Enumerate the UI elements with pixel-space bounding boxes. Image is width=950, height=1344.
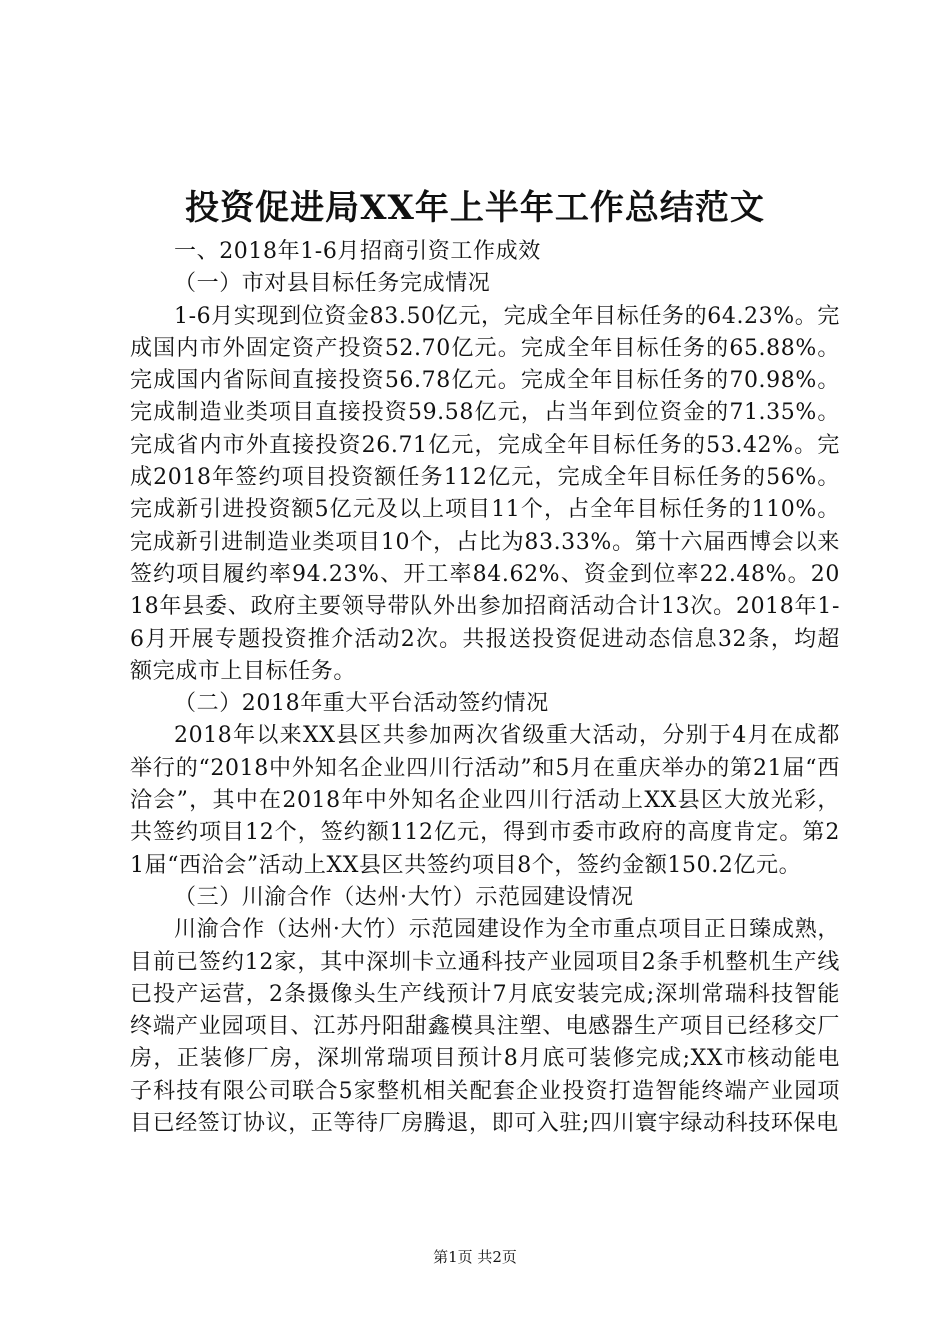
paragraph-targets: 1-6月实现到位资金83.50亿元，完成全年目标任务的64.23%。完成国内市外固定资产投资52.70亿元。完成全年目标任务的65.88%。完成国内省际间直接投资56.78亿元。完成全年目标任务的70.98%。完成制造业类项目直接投资59.58亿元，占当年到位资金的71.35%。完成省内市外直接投资26.71亿元，完成全年目标任务的53.42%。完成2018年签约项目投资额任务112亿元，完成全年目标任务的56%。完成新引进投资额5亿元及以上项目11个，占全年目标任务的110%。完成新引进制造业类项目10个，占比为83.33%。第十六届西博会以来签约项目履约率94.23%、开工率84.62%、资金到位率22.48%。2018年县委、政府主要领导带队外出参加招商活动合计13次。2018年1-6月开展专题投资推介活动2次。共报送投资促进动态信息32条，均超额完成市上目标任务。 bbox=[130, 303, 840, 684]
subsection-heading-2: （二）2018年重大平台活动签约情况 bbox=[174, 691, 549, 717]
paragraph-platform-signing: 2018年以来XX县区共参加两次省级重大活动，分别于4月在成都举行的“2018中外知名企业四川行活动”和5月在重庆举办的第21届“西洽会”，其中在2018年中外知名企业四川行活动上XX县区大放光彩，共签约项目12个，签约额112亿元，得到市委市政府的高度肯定。第21届“西洽会”活动上XX县区共签约项目8个，签约金额150.2亿元。 bbox=[130, 723, 840, 878]
subsection-heading-3: （三）川渝合作（达州·大竹）示范园建设情况 bbox=[174, 884, 634, 910]
document-body bbox=[130, 236, 840, 1140]
paragraph-demonstration-park: 川渝合作（达州·大竹）示范园建设作为全市重点项目正日臻成熟，目前已签约12家，其中深圳卡立通科技产业园项目2条手机整机生产线已投产运营，2条摄像头生产线预计7月底安装完成;深圳常瑞科技智能终端产业园项目、江苏丹阳甜鑫模具注塑、电感器生产项目已经移交厂房，正装修厂房，深圳常瑞项目预计8月底可装修完成;XX市核动能电子科技有限公司联合5家整机相关配套企业投资打造智能终端产业园项目已经签订协议，正等待厂房腾退，即可入驻;四川寰宇绿动科技环保电 bbox=[130, 917, 840, 1137]
subsection-heading-1: （一）市对县目标任务完成情况 bbox=[174, 271, 491, 297]
page-number-footer: 第1页 共2页 bbox=[433, 1248, 517, 1266]
section-heading-1: 一、2018年1-6月招商引资工作成效 bbox=[174, 239, 541, 264]
document-title: 投资促进局XX年上半年工作总结范文 bbox=[185, 188, 765, 228]
